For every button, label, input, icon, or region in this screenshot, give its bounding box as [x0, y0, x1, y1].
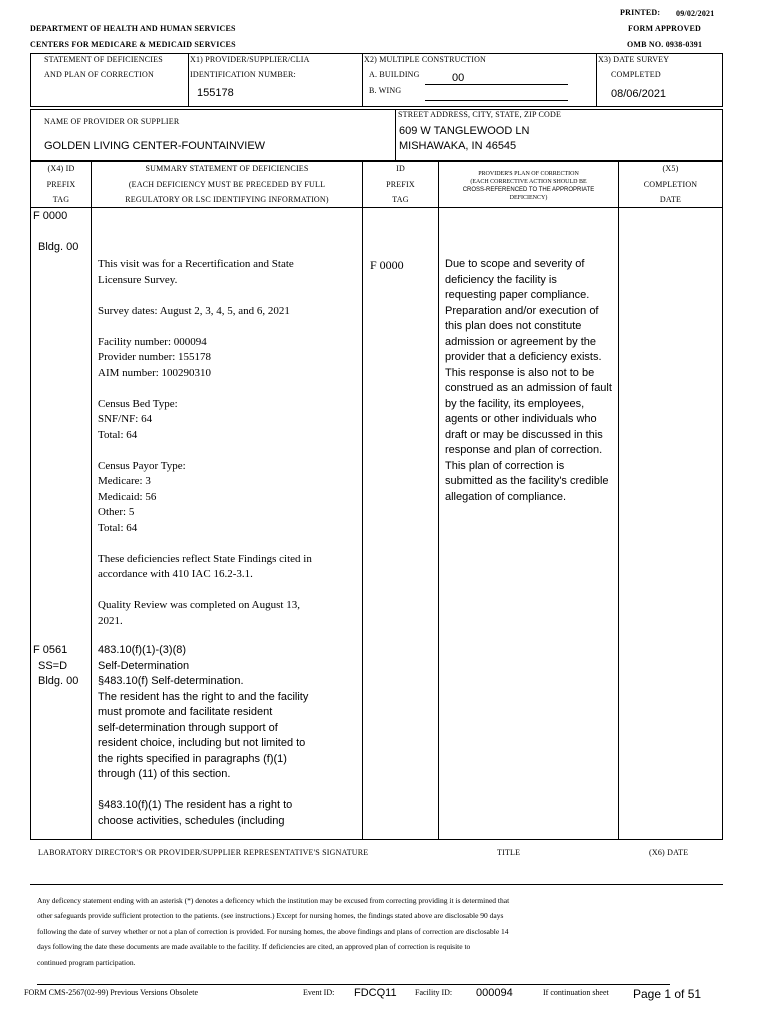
x4-id-header: (X4) ID	[47, 164, 75, 173]
plan-header-4: DEFICIENCY)	[509, 195, 548, 201]
printed-label: PRINTED:	[620, 8, 661, 17]
summary-line: Medicare: 3	[98, 475, 151, 487]
plan-line: allegation of compliance.	[445, 490, 567, 503]
summary-line: Survey dates: August 2, 3, 4, 5, and 6, 2021	[98, 304, 290, 317]
summary-line: AIM number: 100290310	[98, 366, 212, 379]
regulation-line: self-determination through support of	[98, 721, 278, 734]
summary-line	[98, 381, 312, 397]
building-label: A. BUILDING	[369, 70, 420, 79]
event-id-label: Event ID:	[303, 988, 335, 997]
address-line2: MISHAWAKA, IN 46545	[399, 140, 517, 152]
summary-line: This visit was for a Recertification and State	[98, 258, 294, 270]
survey-completed-date: 08/06/2021	[611, 88, 667, 100]
summary-line: Quality Review was completed on August 13,	[98, 599, 300, 611]
plan-line: requesting paper compliance.	[445, 289, 590, 301]
identification-number-label: IDENTIFICATION NUMBER:	[190, 70, 296, 79]
id-header: ID	[396, 164, 405, 173]
provider-clia-label: X1) PROVIDER/SUPPLIER/CLIA	[190, 55, 310, 64]
regulation-line: resident choice, including but not limited to	[98, 737, 306, 749]
x4-tag-header: TAG	[52, 195, 70, 204]
summary-line: SNF/NF: 64	[98, 413, 153, 425]
summary-header-2: (EACH DEFICIENCY MUST BE PRECEDED BY FULL	[128, 180, 326, 189]
plan-line: Due to scope and severity of	[445, 258, 585, 270]
regulation-line: must promote and facilitate resident	[98, 706, 273, 718]
regulation-line: through (11) of this section.	[98, 768, 231, 780]
id-tag-f0000: F 0000	[370, 258, 404, 272]
completed-label: COMPLETED	[611, 70, 661, 79]
regulation-line: §483.10(f) Self-determination.	[98, 675, 244, 687]
date-survey-label: X3) DATE SURVEY	[598, 55, 670, 64]
bldg-00-second: Bldg. 00	[38, 675, 79, 687]
plan-line: Preparation and/or execution of	[445, 304, 599, 317]
statement-label: STATEMENT OF DEFICIENCIES	[44, 55, 163, 64]
disclaimer-line: continued program participation.	[37, 957, 136, 967]
summary-line: accordance with 410 IAC 16.2-3.1.	[98, 568, 253, 580]
id-prefix-header: PREFIX	[386, 180, 415, 189]
plan-line: submitted as the facility's credible	[445, 475, 609, 487]
page-number: Page 1 of 51	[633, 987, 702, 1001]
x5-header: (X5)	[662, 164, 679, 173]
summary-header-1: SUMMARY STATEMENT OF DEFICIENCIES	[145, 164, 309, 173]
regulation-line: Self-Determination	[98, 659, 190, 672]
disclaimer	[37, 893, 509, 970]
summary-line: Total: 64	[98, 521, 138, 534]
address-label: STREET ADDRESS, CITY, STATE, ZIP CODE	[398, 110, 562, 119]
plan-line: deficiency the facility is	[445, 273, 557, 286]
omb-number: OMB NO. 0938-0391	[627, 40, 703, 49]
plan-line: this plan does not constitute	[445, 320, 582, 332]
address-line1: 609 W TANGLEWOOD LN	[399, 125, 530, 137]
regulation-line: §483.10(f)(1) The resident has a right to	[98, 799, 293, 811]
summary-line	[98, 319, 312, 335]
summary-line: These deficiencies reflect State Findings cited in	[98, 552, 312, 565]
event-id-value: FDCQ11	[354, 987, 397, 999]
summary-line: Medicaid: 56	[98, 490, 157, 503]
bldg-00: Bldg. 00	[38, 241, 79, 253]
tag-f0561-block	[33, 643, 78, 690]
centers-title: CENTERS FOR MEDICARE & MEDICAID SERVICES	[30, 40, 236, 49]
wing-label: B. WING	[369, 86, 402, 95]
printed-date: 09/02/2021	[676, 9, 715, 18]
plan-header-3: CROSS-REFERENCED TO THE APPROPRIATE	[462, 187, 595, 193]
summary-line: Census Bed Type:	[98, 397, 178, 410]
disclaimer-line: other safeguards provide sufficient protection to the patients. (see instructions.) Except for nursing homes, the findings stated above are disclosable 90 days	[37, 911, 504, 921]
regulation-text-block	[98, 643, 308, 829]
summary-line: Other: 5	[98, 506, 135, 518]
building-value: 00	[452, 72, 465, 84]
regulation-line: 483.10(f)(1)-(3)(8)	[98, 644, 187, 656]
tag-f0000: F 0000	[33, 210, 68, 222]
summary-line: Census Payor Type:	[98, 459, 186, 472]
summary-line	[98, 288, 312, 304]
summary-line	[98, 443, 312, 459]
summary-line	[98, 583, 312, 599]
plan-of-correction-label: AND PLAN OF CORRECTION	[44, 70, 154, 79]
plan-header-1: PROVIDER'S PLAN OF CORRECTION	[478, 171, 579, 177]
summary-text-block	[98, 257, 312, 629]
regulation-line: the rights specified in paragraphs (f)(1)	[98, 752, 287, 765]
summary-line: Provider number: 155178	[98, 351, 212, 363]
title-label: TITLE	[497, 848, 521, 857]
disclaimer-line: Any deficency statement ending with an asterisk (*) denotes a deficency which the institution may be excused from correcting providing it is determined that	[37, 896, 510, 905]
plan-line: construed as an admission of fault	[445, 382, 612, 394]
plan-header-2: (EACH CORRECTIVE ACTION SHOULD BE	[470, 179, 587, 185]
summary-line: Total: 64	[98, 428, 138, 441]
facility-id-value: 000094	[476, 987, 513, 999]
form-number: FORM CMS-2567(02-99) Previous Versions Obsolete	[24, 988, 199, 997]
summary-line	[98, 536, 312, 552]
multiple-construction-label: X2) MULTIPLE CONSTRUCTION	[364, 55, 487, 64]
plan-line: agents or other individuals who	[445, 413, 597, 425]
provider-name-label: NAME OF PROVIDER OR SUPPLIER	[44, 117, 180, 126]
department-title: DEPARTMENT OF HEALTH AND HUMAN SERVICES	[30, 24, 236, 33]
summary-line: Facility number: 000094	[98, 335, 207, 348]
facility-id-label: Facility ID:	[415, 988, 453, 997]
x4-prefix-header: PREFIX	[46, 180, 76, 189]
summary-header-3: REGULATORY OR LSC IDENTIFYING INFORMATION)	[125, 195, 329, 204]
summary-line: Licensure Survey.	[98, 273, 178, 286]
summary-line: 2021.	[98, 614, 123, 627]
plan-line: admission or agreement by the	[445, 335, 597, 348]
continuation-label: If continuation sheet	[543, 988, 609, 997]
signature-divider	[30, 884, 723, 885]
plan-line: This response is also not to be	[445, 366, 595, 379]
scope-severity: SS=D	[38, 659, 68, 672]
disclaimer-line: days following the date these documents are made available to the facility. If deficiencies are cited, an approved plan of correction is requisite to	[37, 942, 471, 952]
id-tag-header: TAG	[392, 195, 409, 204]
x6-date-label: (X6) DATE	[649, 848, 689, 857]
regulation-line	[98, 783, 308, 799]
form-approved: FORM APPROVED	[628, 24, 702, 33]
plan-line: provider that a deficiency exists.	[445, 351, 602, 363]
plan-line: by the facility, its employees,	[445, 397, 585, 410]
date-header: DATE	[659, 195, 682, 204]
provider-name: GOLDEN LIVING CENTER-FOUNTAINVIEW	[44, 140, 266, 152]
provider-number: 155178	[197, 87, 234, 99]
plan-line: This plan of correction is	[445, 459, 565, 472]
disclaimer-line: following the date of survey whether or not a plan of correction is provided. For nursing homes, the above findings and plans of correction are disclosable 14	[37, 926, 509, 936]
footer-rule	[37, 984, 670, 985]
regulation-line: choose activities, schedules (including	[98, 814, 285, 827]
plan-line: draft or may be discussed in this	[445, 428, 603, 441]
completion-header: COMPLETION	[643, 180, 698, 189]
plan-line: response and plan of correction.	[445, 444, 603, 456]
signature-label: LABORATORY DIRECTOR'S OR PROVIDER/SUPPLIER REPRESENTATIVE'S SIGNATURE	[38, 848, 369, 857]
regulation-line: The resident has the right to and the facility	[98, 690, 309, 703]
tag-f0561: F 0561	[33, 644, 68, 656]
plan-text-block	[445, 257, 612, 505]
